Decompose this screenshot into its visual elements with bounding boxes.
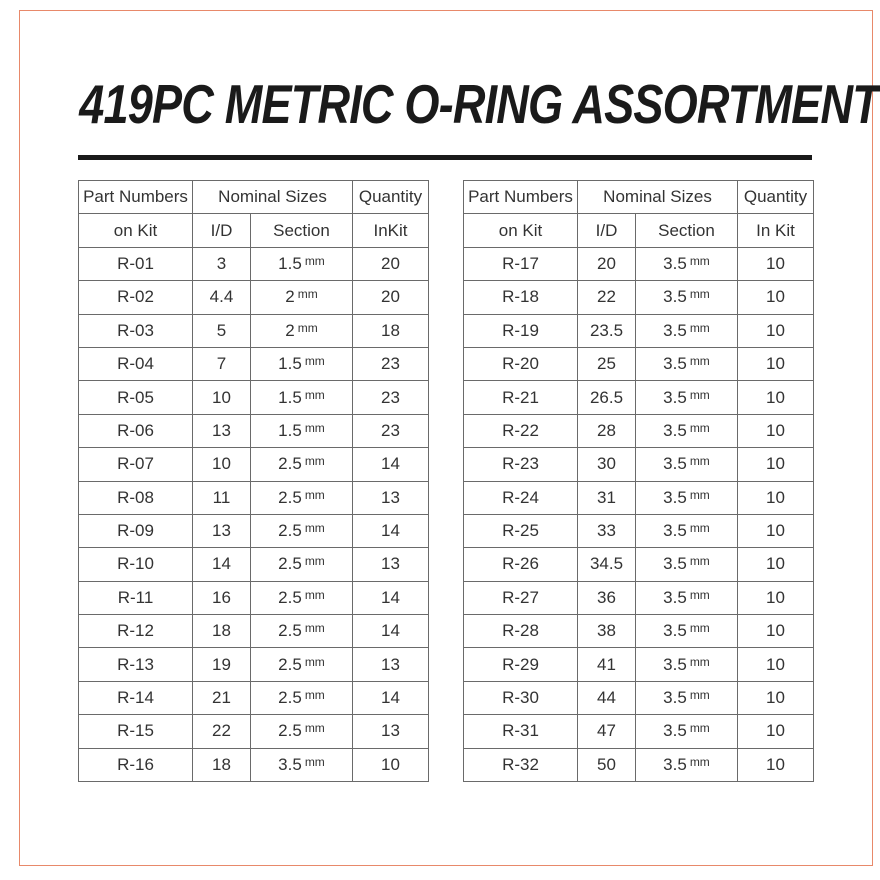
part-number-cell: R-23 [464, 448, 578, 481]
part-number-cell: R-06 [79, 414, 193, 447]
quantity-cell: 10 [738, 548, 814, 581]
header-in-kit: In Kit [738, 214, 814, 247]
part-number-cell: R-13 [79, 648, 193, 681]
section-value: 3.5 [663, 320, 687, 340]
header-on-kit: on Kit [464, 214, 578, 247]
table-row [464, 281, 814, 314]
table-row [79, 681, 429, 714]
section-value: 3.5 [663, 587, 687, 607]
header-id: I/D [193, 214, 251, 247]
section-cell [251, 414, 353, 447]
part-number-cell: R-29 [464, 648, 578, 681]
inner-diameter-cell: 26.5 [578, 381, 636, 414]
section-unit: mm [304, 253, 325, 268]
table-row [79, 381, 429, 414]
section-unit: mm [689, 587, 710, 602]
table-row [79, 247, 429, 280]
quantity-cell: 13 [353, 481, 429, 514]
section-cell [636, 514, 738, 547]
section-unit: mm [689, 287, 710, 302]
inner-diameter-cell: 5 [193, 314, 251, 347]
title-underline [78, 155, 812, 160]
section-value: 3.5 [663, 654, 687, 674]
section-value: 3.5 [663, 721, 687, 741]
part-number-cell: R-16 [79, 748, 193, 781]
header-row-2 [464, 214, 814, 247]
header-part-numbers: Part Numbers [464, 181, 578, 214]
inner-diameter-cell: 33 [578, 514, 636, 547]
section-cell [251, 615, 353, 648]
section-cell [251, 314, 353, 347]
table-row [464, 681, 814, 714]
section-value: 2 [285, 320, 295, 340]
header-nominal-sizes: Nominal Sizes [193, 181, 353, 214]
table-row [79, 347, 429, 380]
section-value: 2 [285, 287, 295, 307]
quantity-cell: 14 [353, 615, 429, 648]
section-value: 1.5 [278, 253, 302, 273]
inner-diameter-cell: 4.4 [193, 281, 251, 314]
section-unit: mm [297, 287, 318, 302]
section-cell [251, 247, 353, 280]
table-row [79, 414, 429, 447]
header-quantity: Quantity [353, 181, 429, 214]
section-unit: mm [304, 754, 325, 769]
table-row [464, 715, 814, 748]
section-unit: mm [689, 354, 710, 369]
inner-diameter-cell: 13 [193, 514, 251, 547]
section-value: 2.5 [278, 621, 302, 641]
part-number-cell: R-19 [464, 314, 578, 347]
inner-diameter-cell: 23.5 [578, 314, 636, 347]
section-value: 3.5 [663, 521, 687, 541]
quantity-cell: 13 [353, 715, 429, 748]
inner-diameter-cell: 44 [578, 681, 636, 714]
quantity-cell: 10 [738, 281, 814, 314]
oring-table-right [463, 180, 814, 782]
table-row [464, 314, 814, 347]
table-row [464, 548, 814, 581]
section-cell [251, 381, 353, 414]
header-row-1 [79, 181, 429, 214]
section-cell [636, 615, 738, 648]
section-cell [636, 281, 738, 314]
table-row [79, 548, 429, 581]
quantity-cell: 10 [738, 715, 814, 748]
quantity-cell: 10 [738, 314, 814, 347]
section-unit: mm [304, 387, 325, 402]
table-row [79, 581, 429, 614]
section-cell [636, 247, 738, 280]
inner-diameter-cell: 7 [193, 347, 251, 380]
part-number-cell: R-26 [464, 548, 578, 581]
inner-diameter-cell: 36 [578, 581, 636, 614]
inner-diameter-cell: 3 [193, 247, 251, 280]
section-unit: mm [304, 454, 325, 469]
table-row [79, 715, 429, 748]
quantity-cell: 10 [738, 748, 814, 781]
section-cell [636, 347, 738, 380]
quantity-cell: 20 [353, 281, 429, 314]
part-number-cell: R-32 [464, 748, 578, 781]
table-right-body [464, 181, 814, 782]
section-value: 3.5 [663, 554, 687, 574]
inner-diameter-cell: 47 [578, 715, 636, 748]
inner-diameter-cell: 13 [193, 414, 251, 447]
section-cell [636, 314, 738, 347]
part-number-cell: R-31 [464, 715, 578, 748]
table-row [464, 414, 814, 447]
oring-table-left [78, 180, 429, 782]
section-unit: mm [304, 688, 325, 703]
section-unit: mm [304, 721, 325, 736]
section-unit: mm [689, 721, 710, 736]
section-unit: mm [304, 654, 325, 669]
section-cell [636, 548, 738, 581]
inner-diameter-cell: 14 [193, 548, 251, 581]
section-cell [251, 715, 353, 748]
part-number-cell: R-17 [464, 247, 578, 280]
part-number-cell: R-08 [79, 481, 193, 514]
section-unit: mm [297, 320, 318, 335]
table-row [79, 748, 429, 781]
quantity-cell: 10 [738, 414, 814, 447]
section-cell [636, 481, 738, 514]
part-number-cell: R-28 [464, 615, 578, 648]
quantity-cell: 13 [353, 648, 429, 681]
part-number-cell: R-05 [79, 381, 193, 414]
table-row [464, 247, 814, 280]
section-value: 3.5 [663, 287, 687, 307]
quantity-cell: 14 [353, 514, 429, 547]
part-number-cell: R-14 [79, 681, 193, 714]
section-value: 3.5 [663, 487, 687, 507]
inner-diameter-cell: 10 [193, 381, 251, 414]
section-cell [636, 715, 738, 748]
inner-diameter-cell: 34.5 [578, 548, 636, 581]
part-number-cell: R-24 [464, 481, 578, 514]
section-value: 1.5 [278, 420, 302, 440]
header-section: Section [251, 214, 353, 247]
part-number-cell: R-12 [79, 615, 193, 648]
quantity-cell: 14 [353, 448, 429, 481]
section-cell [251, 448, 353, 481]
section-value: 2.5 [278, 554, 302, 574]
section-cell [636, 681, 738, 714]
quantity-cell: 10 [738, 581, 814, 614]
quantity-cell: 10 [738, 247, 814, 280]
quantity-cell: 10 [738, 381, 814, 414]
quantity-cell: 10 [353, 748, 429, 781]
section-unit: mm [304, 420, 325, 435]
part-number-cell: R-03 [79, 314, 193, 347]
part-number-cell: R-02 [79, 281, 193, 314]
quantity-cell: 23 [353, 347, 429, 380]
section-cell [251, 548, 353, 581]
section-cell [251, 681, 353, 714]
section-value: 1.5 [278, 387, 302, 407]
section-cell [251, 648, 353, 681]
part-number-cell: R-15 [79, 715, 193, 748]
inner-diameter-cell: 31 [578, 481, 636, 514]
section-unit: mm [304, 621, 325, 636]
section-value: 3.5 [278, 754, 302, 774]
header-nominal-sizes: Nominal Sizes [578, 181, 738, 214]
table-row [464, 581, 814, 614]
table-row [464, 648, 814, 681]
inner-diameter-cell: 25 [578, 347, 636, 380]
quantity-cell: 23 [353, 381, 429, 414]
section-value: 3.5 [663, 253, 687, 273]
part-number-cell: R-11 [79, 581, 193, 614]
section-cell [636, 381, 738, 414]
section-value: 3.5 [663, 688, 687, 708]
section-value: 3.5 [663, 754, 687, 774]
section-unit: mm [689, 554, 710, 569]
part-number-cell: R-25 [464, 514, 578, 547]
section-cell [251, 514, 353, 547]
section-cell [251, 748, 353, 781]
header-row-1 [464, 181, 814, 214]
section-unit: mm [304, 521, 325, 536]
inner-diameter-cell: 30 [578, 448, 636, 481]
inner-diameter-cell: 19 [193, 648, 251, 681]
header-in-kit: InKit [353, 214, 429, 247]
table-row [464, 748, 814, 781]
header-on-kit: on Kit [79, 214, 193, 247]
part-number-cell: R-18 [464, 281, 578, 314]
section-unit: mm [689, 688, 710, 703]
section-unit: mm [304, 554, 325, 569]
quantity-cell: 10 [738, 681, 814, 714]
inner-diameter-cell: 18 [193, 615, 251, 648]
quantity-cell: 14 [353, 581, 429, 614]
part-number-cell: R-07 [79, 448, 193, 481]
header-section: Section [636, 214, 738, 247]
table-row [79, 648, 429, 681]
part-number-cell: R-20 [464, 347, 578, 380]
section-value: 2.5 [278, 587, 302, 607]
table-row [464, 347, 814, 380]
table-row [79, 514, 429, 547]
header-id: I/D [578, 214, 636, 247]
part-number-cell: R-22 [464, 414, 578, 447]
section-cell [636, 414, 738, 447]
table-row [79, 281, 429, 314]
section-cell [636, 448, 738, 481]
section-unit: mm [689, 320, 710, 335]
quantity-cell: 10 [738, 481, 814, 514]
inner-diameter-cell: 16 [193, 581, 251, 614]
section-unit: mm [304, 587, 325, 602]
inner-diameter-cell: 38 [578, 615, 636, 648]
inner-diameter-cell: 28 [578, 414, 636, 447]
part-number-cell: R-09 [79, 514, 193, 547]
part-number-cell: R-04 [79, 347, 193, 380]
section-cell [636, 648, 738, 681]
section-unit: mm [689, 454, 710, 469]
section-unit: mm [689, 754, 710, 769]
section-value: 2.5 [278, 454, 302, 474]
section-value: 2.5 [278, 654, 302, 674]
section-value: 2.5 [278, 721, 302, 741]
table-row [464, 381, 814, 414]
quantity-cell: 13 [353, 548, 429, 581]
section-unit: mm [689, 253, 710, 268]
table-row [464, 481, 814, 514]
table-row [464, 514, 814, 547]
section-value: 2.5 [278, 688, 302, 708]
section-cell [251, 481, 353, 514]
header-row-2 [79, 214, 429, 247]
page-title: 419PC METRIC O-RING ASSORTMENT [79, 73, 880, 135]
part-number-cell: R-27 [464, 581, 578, 614]
section-unit: mm [689, 521, 710, 536]
section-value: 3.5 [663, 420, 687, 440]
quantity-cell: 10 [738, 648, 814, 681]
section-value: 2.5 [278, 487, 302, 507]
section-value: 1.5 [278, 354, 302, 374]
part-number-cell: R-21 [464, 381, 578, 414]
part-number-cell: R-01 [79, 247, 193, 280]
inner-diameter-cell: 18 [193, 748, 251, 781]
quantity-cell: 20 [353, 247, 429, 280]
table-row [79, 481, 429, 514]
section-value: 3.5 [663, 354, 687, 374]
quantity-cell: 23 [353, 414, 429, 447]
quantity-cell: 10 [738, 448, 814, 481]
inner-diameter-cell: 50 [578, 748, 636, 781]
inner-diameter-cell: 11 [193, 481, 251, 514]
inner-diameter-cell: 10 [193, 448, 251, 481]
quantity-cell: 14 [353, 681, 429, 714]
table-row [79, 615, 429, 648]
section-cell [636, 748, 738, 781]
table-row [79, 448, 429, 481]
section-value: 3.5 [663, 621, 687, 641]
inner-diameter-cell: 22 [578, 281, 636, 314]
section-unit: mm [689, 654, 710, 669]
inner-diameter-cell: 21 [193, 681, 251, 714]
section-unit: mm [304, 354, 325, 369]
inner-diameter-cell: 22 [193, 715, 251, 748]
part-number-cell: R-30 [464, 681, 578, 714]
part-number-cell: R-10 [79, 548, 193, 581]
section-unit: mm [689, 621, 710, 636]
inner-diameter-cell: 41 [578, 648, 636, 681]
quantity-cell: 10 [738, 347, 814, 380]
quantity-cell: 10 [738, 615, 814, 648]
section-unit: mm [304, 487, 325, 502]
section-cell [251, 581, 353, 614]
table-row [464, 448, 814, 481]
section-value: 3.5 [663, 454, 687, 474]
table-row [464, 615, 814, 648]
table-row [79, 314, 429, 347]
inner-diameter-cell: 20 [578, 247, 636, 280]
table-left-body [79, 181, 429, 782]
header-quantity: Quantity [738, 181, 814, 214]
section-value: 3.5 [663, 387, 687, 407]
quantity-cell: 18 [353, 314, 429, 347]
section-unit: mm [689, 387, 710, 402]
section-cell [251, 347, 353, 380]
section-value: 2.5 [278, 521, 302, 541]
header-part-numbers: Part Numbers [79, 181, 193, 214]
section-cell [636, 581, 738, 614]
section-unit: mm [689, 420, 710, 435]
section-unit: mm [689, 487, 710, 502]
section-cell [251, 281, 353, 314]
quantity-cell: 10 [738, 514, 814, 547]
